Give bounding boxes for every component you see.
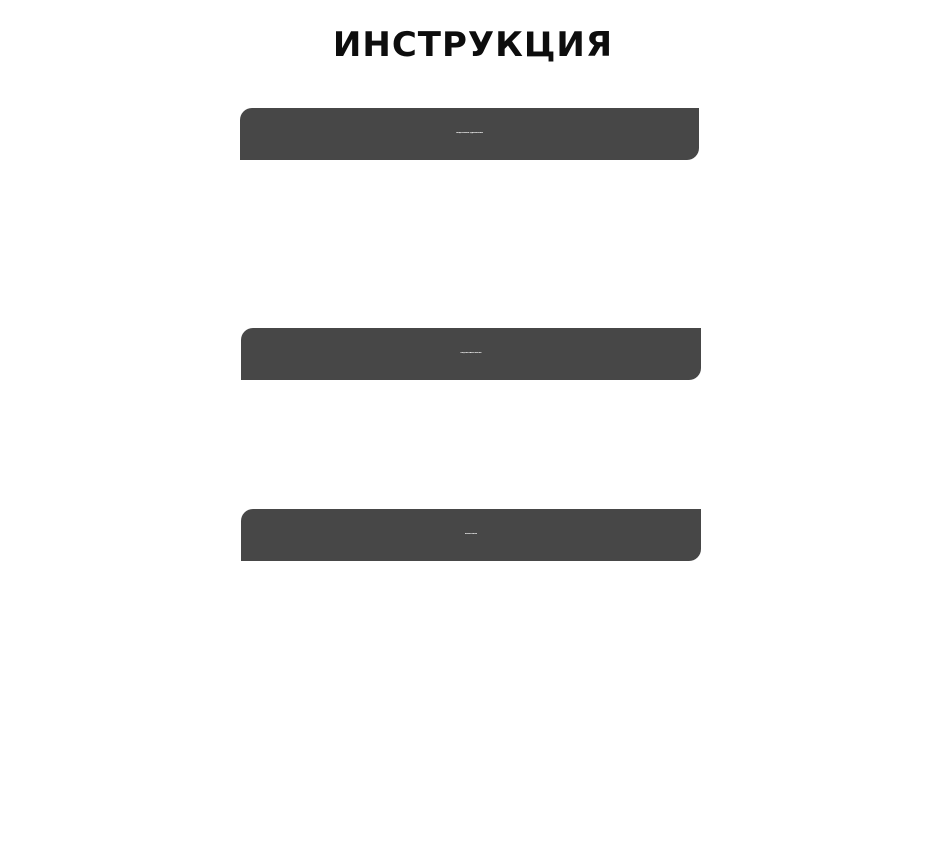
text-line	[0, 677, 946, 705]
section-text-oil-preparation	[0, 408, 946, 466]
section-heading-wood-preparation: подготовка древесины	[240, 108, 699, 160]
text-line	[0, 408, 946, 437]
text-line	[0, 705, 946, 733]
text-line	[0, 437, 946, 466]
text-line	[0, 649, 946, 677]
section-heading-application: нанесение	[241, 509, 701, 561]
text-line	[0, 211, 946, 239]
text-line	[0, 621, 946, 649]
section-text-application	[0, 593, 946, 761]
section-text-wood-preparation	[0, 183, 946, 295]
page-title: ИНСТРУКЦИЯ	[332, 25, 614, 65]
text-line	[0, 593, 946, 621]
text-line	[0, 239, 946, 267]
text-line	[0, 733, 946, 761]
text-line	[0, 183, 946, 211]
section-heading-oil-preparation: подготовка масла	[241, 328, 701, 380]
text-line	[0, 267, 946, 295]
